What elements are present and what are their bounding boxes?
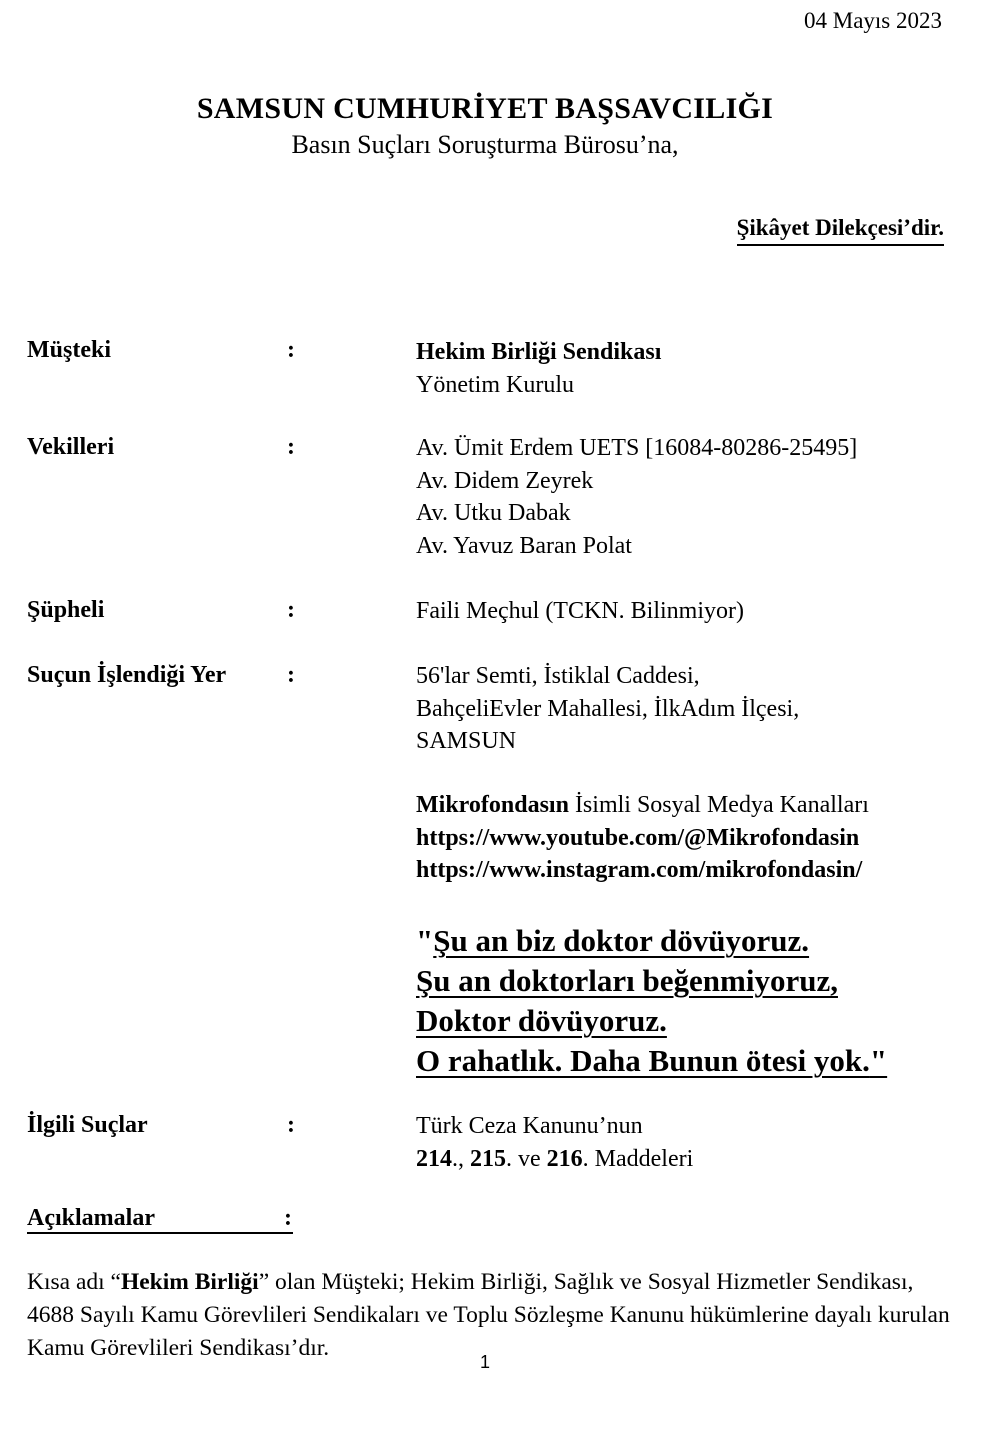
quoted-statement [416,921,887,1081]
musteki-colon: : [287,337,295,363]
paragraph-body: ” olan Müşteki; Hekim Birliği, Sağlık ve Sosyal Hizmetler Sendikası, 4688 Sayılı Kamu Görevlileri Sendikaları ve Toplu Sözleşme Kanunu hükümlerine dayalı kurulan Kamu Görevlileri Sendikası’dır. [27,1269,950,1361]
supheli-value: Faili Meçhul (TCKN. Bilinmiyor) [416,598,744,624]
channel-name: Mikrofondasın [416,792,569,818]
attorney-4: Av. Yavuz Baran Polat [416,532,632,559]
quote-close-mark: " [869,1043,888,1078]
address-line-2: BahçeliEvler Mahallesi, İlkAdım İlçesi, [416,695,800,722]
paragraph-short-name: Hekim Birliği [120,1269,259,1295]
document-type: Şikâyet Dilekçesi’dir. [737,214,944,246]
aciklamalar-colon: : [284,1205,292,1231]
article-215: 215 [470,1145,506,1172]
attorney-1: Av. Ümit Erdem UETS [16084-80286-25495] [416,435,858,461]
quote-text-2: Şu an doktorları beğenmiyoruz, [416,963,838,998]
vekilleri-colon: : [287,434,295,460]
yer-address [416,660,799,758]
instagram-url: https://www.instagram.com/mikrofondasin/ [416,857,863,883]
addressee-subtitle: Basın Suçları Soruşturma Bürosu’na, [291,130,679,159]
quote-open-mark: " [416,923,434,958]
supheli-label: Şüpheli [27,597,105,623]
address-line-3: SAMSUN [416,728,517,754]
law-name: Türk Ceza Kanunu’nun [416,1113,643,1139]
aciklamalar-label: Açıklamalar [27,1205,155,1231]
social-media-heading [416,789,869,822]
article-214: 214 [416,1145,452,1172]
musteki-board: Yönetim Kurulu [416,371,574,398]
aciklamalar-heading [27,1204,293,1234]
article-sep-2: . ve [506,1145,547,1172]
attorney-2: Av. Didem Zeyrek [416,467,594,494]
quote-text-1: Şu an biz doktor dövüyoruz. [433,923,810,958]
articles-tail: . Maddeleri [582,1145,694,1172]
quote-text-3: Doktor dövüyoruz. [416,1003,667,1038]
musteki-name: Hekim Birliği Sendikası [416,339,662,365]
ilgili-label: İlgili Suçlar [27,1112,148,1138]
article-216: 216 [546,1145,583,1172]
supheli-colon: : [287,597,295,623]
document-date: 04 Mayıs 2023 [804,8,942,33]
article-sep-1: ., [452,1145,470,1172]
vekilleri-label: Vekilleri [27,434,115,460]
yer-label: Suçun İşlendiği Yer [27,662,227,688]
page-number: 1 [479,1352,490,1372]
ilgili-value [416,1110,693,1175]
explanation-paragraph [27,1266,957,1365]
quote-line-2 [416,961,887,1001]
quote-line-1 [416,921,887,961]
paragraph-intro: Kısa adı “ [27,1269,121,1295]
address-line-1: 56'lar Semti, İstiklal Caddesi, [416,663,700,689]
channel-suffix: İsimli Sosyal Medya Kanalları [568,792,869,818]
musteki-value [416,336,661,401]
yer-colon: : [287,662,295,688]
quote-text-4: O rahatlık. Daha Bunun ötesi yok. [416,1043,870,1078]
musteki-label: Müşteki [27,337,111,363]
ilgili-colon: : [287,1112,295,1138]
social-media-block [416,789,869,887]
quote-line-4 [416,1041,887,1081]
law-articles [416,1143,693,1176]
quote-line-3 [416,1001,887,1041]
youtube-url: https://www.youtube.com/@Mikrofondasin [416,824,860,851]
addressee-title: SAMSUN CUMHURİYET BAŞSAVCILIĞI [196,92,774,125]
vekilleri-list [416,432,857,562]
attorney-3: Av. Utku Dabak [416,500,571,526]
